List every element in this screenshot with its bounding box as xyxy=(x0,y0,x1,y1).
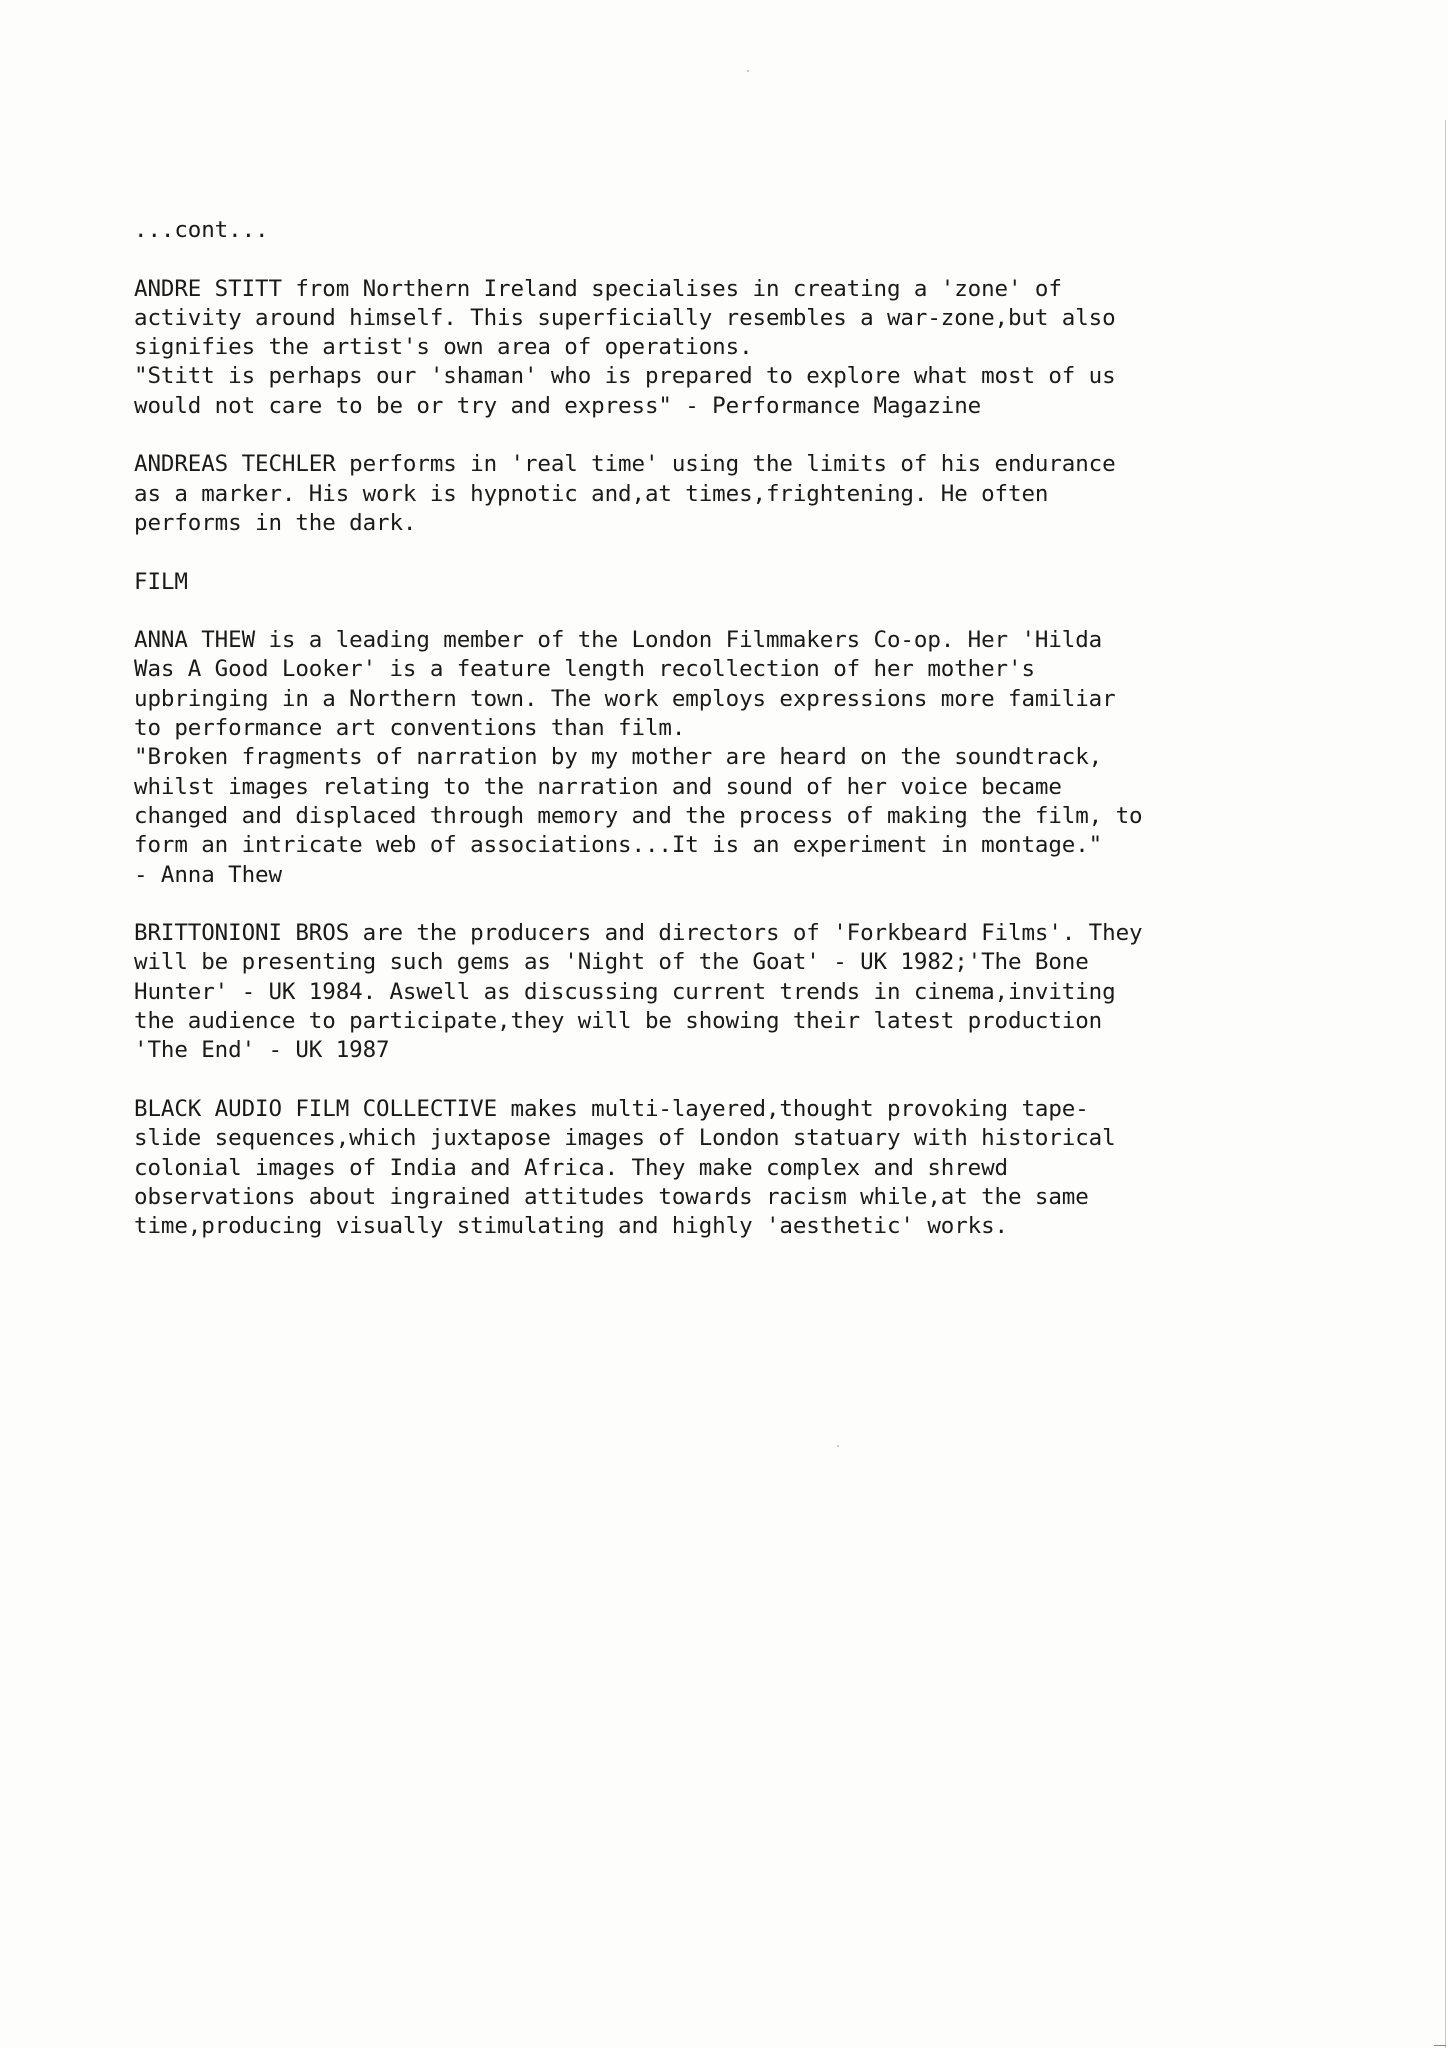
text-line: changed and displaced through memory and the process of making the film, to xyxy=(134,802,1143,829)
text-line: slide sequences,which juxtapose images of London statuary with historical xyxy=(134,1125,1116,1152)
text-line: to performance art conventions than film. xyxy=(134,715,686,742)
paragraph-gap xyxy=(134,421,1254,450)
text-line: colonial images of India and Africa. They make complex and shrewd xyxy=(134,1154,1008,1181)
text-line: BLACK AUDIO FILM COLLECTIVE makes multi-layered,thought provoking tape- xyxy=(134,1095,1089,1122)
text-line: performs in the dark. xyxy=(134,509,417,536)
page-edge-shadow xyxy=(1445,120,1446,2048)
text-line: will be presenting such gems as 'Night of the Goat' - UK 1982;'The Bone xyxy=(134,949,1089,976)
text-line: signifies the artist's own area of operations. xyxy=(134,334,753,361)
text-line: observations about ingrained attitudes towards racism while,at the same xyxy=(134,1183,1089,1210)
paragraph-gap xyxy=(134,1066,1254,1095)
paragraph-black-audio-film-collective xyxy=(134,1095,1254,1241)
page-corner-mark xyxy=(1434,2045,1446,2046)
paragraph-anna-thew xyxy=(134,626,1254,890)
text-line: as a marker. His work is hypnotic and,at times,frightening. He often xyxy=(134,480,1049,507)
text-line: would not care to be or try and express" - Performance Magazine xyxy=(134,392,982,419)
paragraph-brittonioni-bros xyxy=(134,919,1254,1065)
text-line: time,producing visually stimulating and highly 'aesthetic' works. xyxy=(134,1213,1008,1240)
text-line: Was A Good Looker' is a feature length recollection of her mother's xyxy=(134,656,1035,683)
text-line: "Broken fragments of narration by my mother are heard on the soundtrack, xyxy=(134,744,1103,771)
text-line: whilst images relating to the narration and sound of her voice became xyxy=(134,773,1062,800)
text-line: BRITTONIONI BROS are the producers and directors of 'Forkbeard Films'. They xyxy=(134,920,1143,947)
text-line: ANDREAS TECHLER performs in 'real time' using the limits of his endurance xyxy=(134,451,1116,478)
continuation-marker: ...cont... xyxy=(134,217,269,243)
text-line: 'The End' - UK 1987 xyxy=(134,1037,390,1064)
text-line: "Stitt is perhaps our 'shaman' who is prepared to explore what most of us xyxy=(134,363,1116,390)
scan-speck xyxy=(837,1445,839,1447)
document-body xyxy=(134,216,1254,1241)
text-line: ANNA THEW is a leading member of the London Filmmakers Co-op. Her 'Hilda xyxy=(134,627,1103,654)
section-heading-film: FILM xyxy=(134,568,188,595)
scan-speck xyxy=(747,70,749,72)
paragraph-gap xyxy=(134,538,1254,567)
paragraph-andreas-techler xyxy=(134,450,1254,538)
paragraph-gap xyxy=(134,890,1254,919)
text-line: activity around himself. This superficially resembles a war-zone,but also xyxy=(134,304,1116,331)
text-line: upbringing in a Northern town. The work employs expressions more familiar xyxy=(134,685,1116,712)
text-line: form an intricate web of associations...It is an experiment in montage." xyxy=(134,832,1103,859)
paragraph-andre-stitt xyxy=(134,275,1254,421)
paragraph-gap xyxy=(134,245,1254,274)
text-line: ANDRE STITT from Northern Ireland specialises in creating a 'zone' of xyxy=(134,275,1062,302)
text-line: the audience to participate,they will be showing their latest production xyxy=(134,1008,1103,1035)
text-line: - Anna Thew xyxy=(134,861,282,888)
paragraph-gap xyxy=(134,597,1254,626)
text-line: Hunter' - UK 1984. Aswell as discussing current trends in cinema,inviting xyxy=(134,978,1116,1005)
